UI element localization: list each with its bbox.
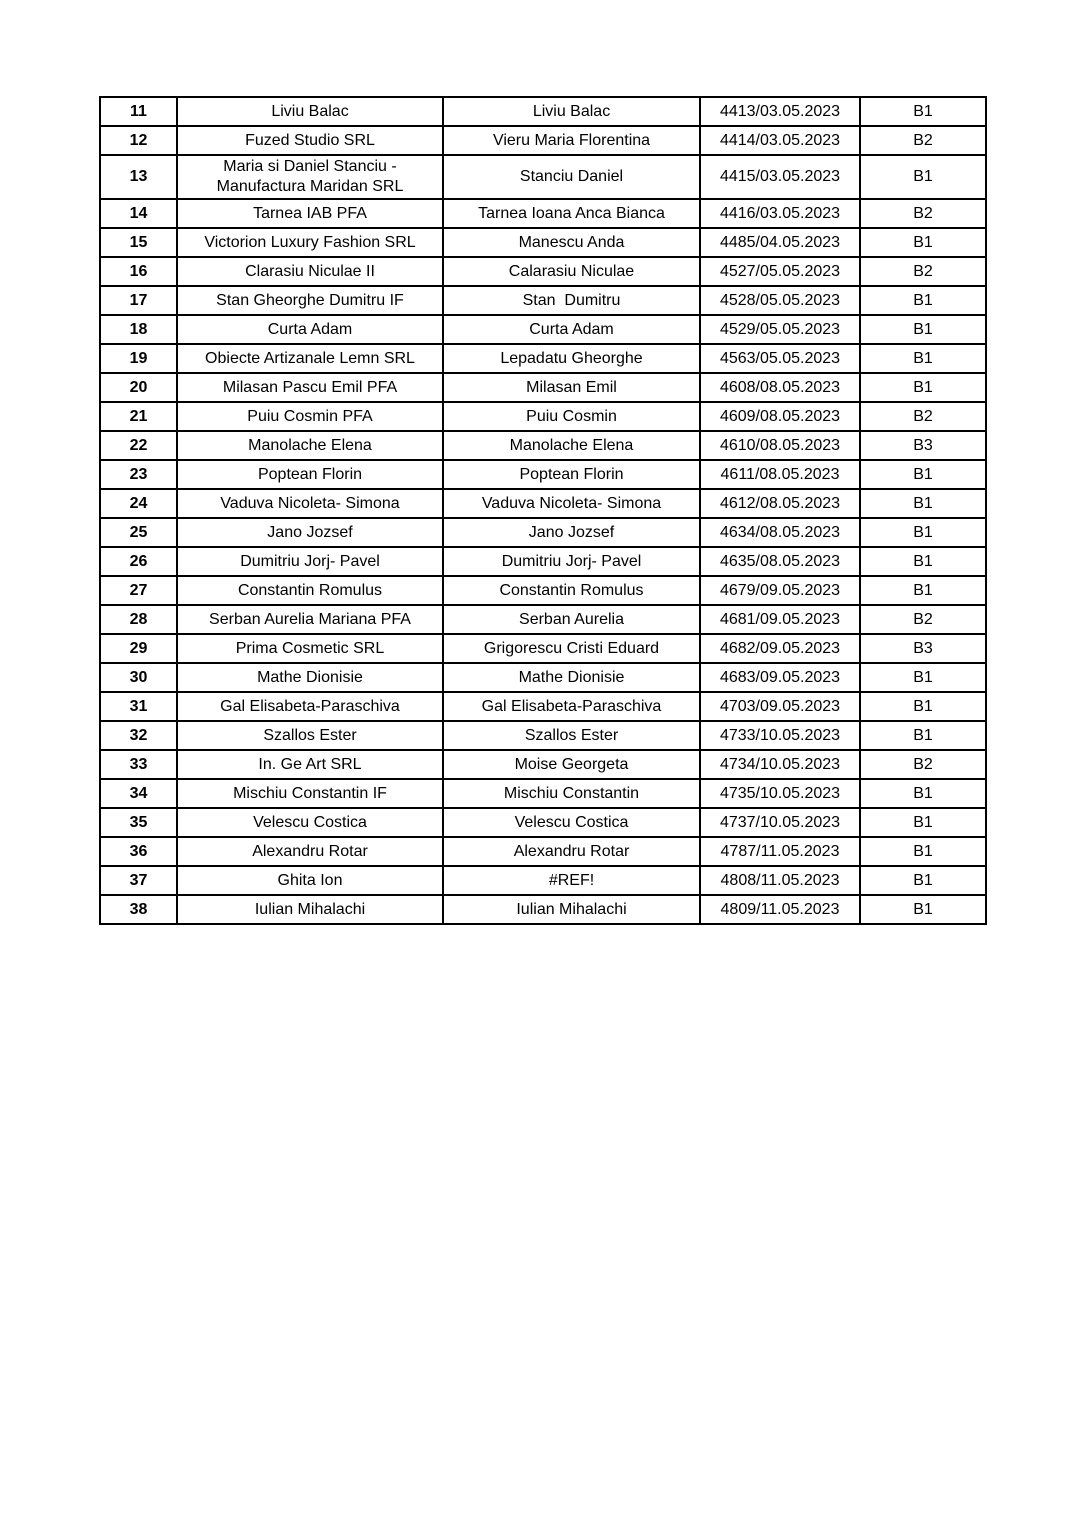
- cell-code: B1: [860, 344, 986, 373]
- cell-entity: Curta Adam: [177, 315, 443, 344]
- cell-no: 11: [100, 97, 177, 126]
- cell-code: B2: [860, 605, 986, 634]
- cell-entity: Victorion Luxury Fashion SRL: [177, 228, 443, 257]
- cell-registration: 4611/08.05.2023: [700, 460, 860, 489]
- cell-entity: Vaduva Nicoleta- Simona: [177, 489, 443, 518]
- cell-no: 12: [100, 126, 177, 155]
- cell-no: 26: [100, 547, 177, 576]
- cell-no: 37: [100, 866, 177, 895]
- cell-registration: 4735/10.05.2023: [700, 779, 860, 808]
- cell-registration: 4682/09.05.2023: [700, 634, 860, 663]
- cell-registration: 4679/09.05.2023: [700, 576, 860, 605]
- cell-person: Liviu Balac: [443, 97, 700, 126]
- cell-code: B1: [860, 663, 986, 692]
- cell-no: 23: [100, 460, 177, 489]
- table-row: [100, 199, 986, 228]
- cell-person: Manolache Elena: [443, 431, 700, 460]
- cell-person: Stan Dumitru: [443, 286, 700, 315]
- cell-no: 35: [100, 808, 177, 837]
- cell-code: B2: [860, 750, 986, 779]
- table-row: [100, 837, 986, 866]
- table-row: [100, 721, 986, 750]
- cell-no: 36: [100, 837, 177, 866]
- cell-registration: 4563/05.05.2023: [700, 344, 860, 373]
- cell-no: 25: [100, 518, 177, 547]
- table-row: [100, 692, 986, 721]
- cell-registration: 4413/03.05.2023: [700, 97, 860, 126]
- cell-person: Constantin Romulus: [443, 576, 700, 605]
- cell-entity: Alexandru Rotar: [177, 837, 443, 866]
- cell-person: Alexandru Rotar: [443, 837, 700, 866]
- cell-person: Milasan Emil: [443, 373, 700, 402]
- cell-code: B1: [860, 692, 986, 721]
- cell-no: 32: [100, 721, 177, 750]
- cell-entity: In. Ge Art SRL: [177, 750, 443, 779]
- cell-entity: Gal Elisabeta-Paraschiva: [177, 692, 443, 721]
- cell-code: B1: [860, 315, 986, 344]
- cell-registration: 4787/11.05.2023: [700, 837, 860, 866]
- cell-entity: Puiu Cosmin PFA: [177, 402, 443, 431]
- cell-code: B1: [860, 895, 986, 924]
- cell-no: 29: [100, 634, 177, 663]
- cell-person: Dumitriu Jorj- Pavel: [443, 547, 700, 576]
- cell-registration: 4529/05.05.2023: [700, 315, 860, 344]
- cell-code: B2: [860, 402, 986, 431]
- cell-registration: 4612/08.05.2023: [700, 489, 860, 518]
- cell-entity: Liviu Balac: [177, 97, 443, 126]
- cell-person: Calarasiu Niculae: [443, 257, 700, 286]
- table-row: [100, 126, 986, 155]
- cell-code: B3: [860, 634, 986, 663]
- registry-table: [99, 96, 987, 925]
- cell-registration: 4734/10.05.2023: [700, 750, 860, 779]
- cell-entity: Velescu Costica: [177, 808, 443, 837]
- cell-entity: Mathe Dionisie: [177, 663, 443, 692]
- cell-entity: Ghita Ion: [177, 866, 443, 895]
- cell-no: 18: [100, 315, 177, 344]
- cell-code: B1: [860, 808, 986, 837]
- cell-registration: 4737/10.05.2023: [700, 808, 860, 837]
- cell-no: 31: [100, 692, 177, 721]
- table-row: [100, 155, 986, 199]
- cell-no: 30: [100, 663, 177, 692]
- cell-person: Moise Georgeta: [443, 750, 700, 779]
- cell-entity: Stan Gheorghe Dumitru IF: [177, 286, 443, 315]
- cell-person: Vaduva Nicoleta- Simona: [443, 489, 700, 518]
- cell-code: B1: [860, 721, 986, 750]
- cell-registration: 4527/05.05.2023: [700, 257, 860, 286]
- table-row: [100, 750, 986, 779]
- cell-registration: 4485/04.05.2023: [700, 228, 860, 257]
- cell-person: Tarnea Ioana Anca Bianca: [443, 199, 700, 228]
- table-row: [100, 402, 986, 431]
- cell-no: 20: [100, 373, 177, 402]
- table-row: [100, 228, 986, 257]
- table-row: [100, 866, 986, 895]
- cell-registration: 4733/10.05.2023: [700, 721, 860, 750]
- table-row: [100, 576, 986, 605]
- cell-registration: 4608/08.05.2023: [700, 373, 860, 402]
- cell-no: 34: [100, 779, 177, 808]
- cell-registration: 4528/05.05.2023: [700, 286, 860, 315]
- cell-entity: Mischiu Constantin IF: [177, 779, 443, 808]
- cell-person: Curta Adam: [443, 315, 700, 344]
- cell-no: 22: [100, 431, 177, 460]
- cell-registration: 4681/09.05.2023: [700, 605, 860, 634]
- cell-entity: Dumitriu Jorj- Pavel: [177, 547, 443, 576]
- cell-person: Iulian Mihalachi: [443, 895, 700, 924]
- cell-registration: 4809/11.05.2023: [700, 895, 860, 924]
- cell-code: B1: [860, 518, 986, 547]
- table-row: [100, 895, 986, 924]
- table-row: [100, 97, 986, 126]
- cell-no: 33: [100, 750, 177, 779]
- cell-entity: Manolache Elena: [177, 431, 443, 460]
- cell-code: B1: [860, 576, 986, 605]
- cell-no: 16: [100, 257, 177, 286]
- cell-code: B2: [860, 126, 986, 155]
- table-row: [100, 315, 986, 344]
- cell-registration: 4610/08.05.2023: [700, 431, 860, 460]
- cell-no: 14: [100, 199, 177, 228]
- cell-person: Grigorescu Cristi Eduard: [443, 634, 700, 663]
- cell-registration: 4416/03.05.2023: [700, 199, 860, 228]
- cell-no: 24: [100, 489, 177, 518]
- cell-person: Velescu Costica: [443, 808, 700, 837]
- table-row: [100, 373, 986, 402]
- cell-no: 28: [100, 605, 177, 634]
- cell-person: #REF!: [443, 866, 700, 895]
- cell-entity: Prima Cosmetic SRL: [177, 634, 443, 663]
- cell-entity: Jano Jozsef: [177, 518, 443, 547]
- cell-no: 13: [100, 155, 177, 199]
- cell-entity: Constantin Romulus: [177, 576, 443, 605]
- table-row: [100, 634, 986, 663]
- cell-entity: Fuzed Studio SRL: [177, 126, 443, 155]
- cell-no: 15: [100, 228, 177, 257]
- cell-no: 27: [100, 576, 177, 605]
- cell-person: Lepadatu Gheorghe: [443, 344, 700, 373]
- cell-no: 17: [100, 286, 177, 315]
- cell-code: B1: [860, 155, 986, 199]
- cell-registration: 4414/03.05.2023: [700, 126, 860, 155]
- cell-no: 21: [100, 402, 177, 431]
- cell-no: 19: [100, 344, 177, 373]
- cell-registration: 4808/11.05.2023: [700, 866, 860, 895]
- cell-no: 38: [100, 895, 177, 924]
- cell-code: B1: [860, 460, 986, 489]
- cell-code: B1: [860, 779, 986, 808]
- table-body: [100, 97, 986, 924]
- table-row: [100, 547, 986, 576]
- cell-person: Mischiu Constantin: [443, 779, 700, 808]
- table-row: [100, 344, 986, 373]
- cell-entity: Milasan Pascu Emil PFA: [177, 373, 443, 402]
- cell-person: Mathe Dionisie: [443, 663, 700, 692]
- cell-entity: Clarasiu Niculae II: [177, 257, 443, 286]
- cell-entity: Poptean Florin: [177, 460, 443, 489]
- cell-entity: Tarnea IAB PFA: [177, 199, 443, 228]
- cell-person: Stanciu Daniel: [443, 155, 700, 199]
- cell-person: Gal Elisabeta-Paraschiva: [443, 692, 700, 721]
- cell-code: B1: [860, 866, 986, 895]
- cell-person: Szallos Ester: [443, 721, 700, 750]
- cell-registration: 4703/09.05.2023: [700, 692, 860, 721]
- cell-person: Serban Aurelia: [443, 605, 700, 634]
- cell-person: Manescu Anda: [443, 228, 700, 257]
- table-row: [100, 489, 986, 518]
- cell-person: Vieru Maria Florentina: [443, 126, 700, 155]
- cell-code: B1: [860, 489, 986, 518]
- cell-code: B1: [860, 228, 986, 257]
- cell-code: B3: [860, 431, 986, 460]
- cell-code: B1: [860, 837, 986, 866]
- cell-registration: 4415/03.05.2023: [700, 155, 860, 199]
- table-row: [100, 257, 986, 286]
- table-row: [100, 779, 986, 808]
- cell-registration: 4609/08.05.2023: [700, 402, 860, 431]
- table-row: [100, 605, 986, 634]
- cell-entity: Iulian Mihalachi: [177, 895, 443, 924]
- table-row: [100, 460, 986, 489]
- table-row: [100, 518, 986, 547]
- cell-entity: Obiecte Artizanale Lemn SRL: [177, 344, 443, 373]
- cell-person: Jano Jozsef: [443, 518, 700, 547]
- table-row: [100, 808, 986, 837]
- table-row: [100, 431, 986, 460]
- cell-registration: 4634/08.05.2023: [700, 518, 860, 547]
- cell-code: B1: [860, 286, 986, 315]
- cell-person: Poptean Florin: [443, 460, 700, 489]
- cell-entity: Szallos Ester: [177, 721, 443, 750]
- cell-code: B1: [860, 97, 986, 126]
- cell-registration: 4683/09.05.2023: [700, 663, 860, 692]
- cell-code: B1: [860, 373, 986, 402]
- cell-code: B2: [860, 257, 986, 286]
- cell-registration: 4635/08.05.2023: [700, 547, 860, 576]
- table-row: [100, 663, 986, 692]
- cell-code: B2: [860, 199, 986, 228]
- cell-code: B1: [860, 547, 986, 576]
- cell-entity: Serban Aurelia Mariana PFA: [177, 605, 443, 634]
- cell-person: Puiu Cosmin: [443, 402, 700, 431]
- cell-entity: Maria si Daniel Stanciu - Manufactura Maridan SRL: [177, 155, 443, 199]
- table-row: [100, 286, 986, 315]
